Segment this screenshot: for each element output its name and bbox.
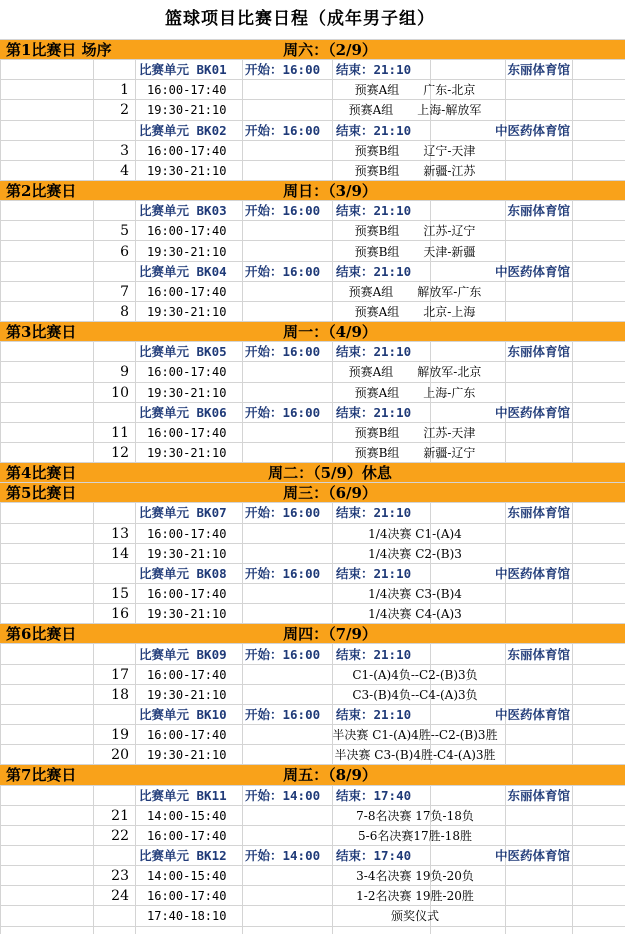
day-weekday: 周一：（4/9） [283,323,377,342]
page-title: 篮球项目比赛日程（成年男子组） [165,9,435,29]
match-time: 19:30-21:10 [147,748,227,763]
match-row [0,302,625,322]
day-header-row [0,181,625,201]
unit-start: 开始：16:00 [245,706,321,722]
match-number: 14 [111,545,129,562]
match-time: 16:00-17:40 [147,587,227,602]
match-description: 预赛B组 江苏-辽宁 [354,224,476,239]
unit-code: 比赛单元 BK07 [139,505,227,521]
match-number: 22 [111,827,129,844]
match-description: 预赛B组 江苏-天津 [354,425,476,440]
match-time: 16:00-17:40 [147,728,227,743]
day-weekday: 周五：（8/9） [283,766,377,785]
match-number: 4 [120,162,129,179]
match-number: 20 [111,747,129,764]
match-time: 19:30-21:10 [147,446,227,460]
match-row [0,161,625,181]
day-header-row [0,624,625,644]
unit-row [0,60,625,80]
unit-venue: 东丽体育馆 [507,203,570,219]
match-description: 预赛B组 辽宁-天津 [354,143,476,158]
unit-start: 开始：16:00 [245,505,321,521]
unit-end: 结束：21:10 [336,263,412,279]
unit-code: 比赛单元 BK08 [139,565,227,581]
match-row [0,443,625,463]
match-number: 15 [111,586,129,603]
title-row [0,0,625,40]
match-number: 8 [120,303,129,320]
unit-start: 开始：16:00 [245,565,321,581]
unit-end: 结束：17:40 [336,848,412,863]
match-description: 预赛B组 新疆-辽宁 [354,446,476,460]
match-number: 7 [120,283,129,300]
match-row [0,745,625,765]
match-time: 19:30-21:10 [147,103,227,118]
match-description: 预赛A组 上海-解放军 [348,103,482,118]
match-row [0,242,625,262]
match-description: 1-2名决赛 19胜-20胜 [356,889,474,904]
day-weekday: 周三：（6/9） [283,484,377,503]
unit-end: 结束：21:10 [336,344,412,360]
unit-row [0,786,625,806]
match-row [0,524,625,544]
match-number: 17 [111,666,129,683]
unit-code: 比赛单元 BK10 [139,706,227,722]
match-row [0,665,625,685]
match-time: 16:00-17:40 [147,83,227,98]
match-description: 1/4决赛 C1-(A)4 [368,526,462,541]
unit-end: 结束：21:10 [336,646,412,662]
match-row [0,544,625,564]
match-number: 1 [120,82,129,99]
unit-venue: 中医药体育馆 [494,263,570,279]
match-description: 预赛A组 解放军-广东 [348,284,482,299]
match-number: 10 [111,384,129,401]
match-description: 预赛A组 上海-广东 [354,385,476,400]
match-description: 颁奖仪式 [390,909,439,924]
unit-code: 比赛单元 BK03 [139,203,227,219]
unit-code: 比赛单元 BK04 [139,263,227,279]
unit-code: 比赛单元 BK05 [139,344,227,360]
unit-venue: 中医药体育馆 [494,706,570,722]
match-number: 21 [111,807,129,824]
match-description: 半决赛 C1-(A)4胜--C2-(B)3胜 [332,728,498,743]
unit-code: 比赛单元 BK11 [139,787,227,803]
unit-end: 结束：21:10 [336,565,412,581]
unit-row [0,503,625,523]
day-weekday: 周二：（5/9）休息 [268,464,392,483]
match-number: 16 [111,606,129,623]
match-row [0,282,625,302]
match-number: 12 [111,445,129,461]
match-row [0,604,625,624]
unit-end: 结束：21:10 [336,404,412,420]
match-row [0,221,625,241]
unit-venue: 东丽体育馆 [507,62,570,78]
unit-row [0,564,625,584]
match-number: 11 [111,424,129,441]
match-number: 13 [111,525,129,542]
match-description: 预赛A组 解放军-北京 [348,365,482,380]
unit-start: 开始：16:00 [245,62,321,78]
match-row [0,362,625,382]
match-number: 9 [120,364,129,381]
unit-row [0,262,625,282]
match-time: 16:00-17:40 [147,526,227,541]
unit-start: 开始：16:00 [245,263,321,279]
match-description: 预赛B组 天津-新疆 [354,244,476,259]
day-label: 第1比赛日 场序 [6,41,112,59]
match-description: 1/4决赛 C4-(A)3 [368,607,462,622]
match-time: 19:30-21:10 [147,304,227,319]
match-time: 19:30-21:10 [147,607,227,622]
unit-venue: 东丽体育馆 [507,646,570,662]
match-row [0,806,625,826]
match-row [0,80,625,100]
day-label: 第4比赛日 [6,464,77,483]
unit-venue: 中医药体育馆 [494,122,570,138]
unit-code: 比赛单元 BK12 [139,848,227,863]
unit-row [0,645,625,665]
unit-end: 结束：21:10 [336,122,412,138]
day-header-row [0,463,625,483]
match-row [0,866,625,886]
match-description: 7-8名决赛 17负-18负 [356,808,474,823]
day-header-row [0,40,625,60]
match-row [0,383,625,403]
unit-start: 开始：16:00 [245,344,321,360]
unit-start: 开始：16:00 [245,122,321,138]
match-row [0,584,625,604]
match-number: 18 [111,686,129,703]
unit-end: 结束：21:10 [336,203,412,219]
match-description: 预赛A组 北京-上海 [354,304,476,319]
unit-row [0,201,625,221]
unit-start: 开始：14:00 [245,787,321,803]
day-weekday: 周六：（2/9） [283,41,377,59]
match-number: 2 [120,102,129,119]
match-number: 6 [120,243,129,260]
day-label: 第3比赛日 [6,323,77,342]
unit-end: 结束：21:10 [336,706,412,722]
match-description: 1/4决赛 C2-(B)3 [368,546,462,561]
day-header-row [0,322,625,342]
unit-code: 比赛单元 BK01 [139,62,227,78]
match-row [0,886,625,906]
match-description: C1-(A)4负--C2-(B)3负 [352,667,478,682]
match-row [0,826,625,846]
match-time: 17:40-18:10 [147,909,227,924]
unit-start: 开始：16:00 [245,404,321,420]
unit-row [0,846,625,866]
unit-code: 比赛单元 BK09 [139,646,227,662]
unit-row [0,121,625,141]
match-time: 16:00-17:40 [147,365,227,380]
match-time: 16:00-17:40 [147,224,227,239]
match-row [0,685,625,705]
day-label: 第5比赛日 [6,484,77,503]
match-number: 24 [111,888,129,905]
day-weekday: 周四：（7/9） [283,625,377,644]
match-time: 16:00-17:40 [147,667,227,682]
unit-row [0,705,625,725]
match-time: 19:30-21:10 [147,244,227,259]
unit-end: 结束：21:10 [336,505,412,521]
day-label: 第7比赛日 [6,766,77,785]
unit-row [0,403,625,423]
unit-venue: 中医药体育馆 [494,404,570,420]
day-label: 第2比赛日 [6,182,77,201]
unit-end: 结束：17:40 [336,787,412,803]
match-description: C3-(B)4负--C4-(A)3负 [352,687,478,702]
match-time: 14:00-15:40 [147,808,227,823]
match-row [0,423,625,443]
match-time: 16:00-17:40 [147,143,227,158]
unit-venue: 东丽体育馆 [507,787,570,803]
match-time: 19:30-21:10 [147,385,227,400]
day-header-row [0,765,625,785]
match-description: 3-4名决赛 19负-20负 [356,869,474,884]
match-time: 14:00-15:40 [147,869,227,884]
day-header-row [0,483,625,503]
match-number: 5 [120,223,129,240]
unit-start: 开始：16:00 [245,646,321,662]
match-time: 16:00-17:40 [147,284,227,299]
unit-venue: 东丽体育馆 [507,505,570,521]
match-time: 19:30-21:10 [147,163,227,178]
unit-code: 比赛单元 BK02 [139,122,227,138]
match-time: 16:00-17:40 [147,889,227,904]
match-number: 19 [111,727,129,744]
unit-venue: 中医药体育馆 [494,565,570,581]
unit-start: 开始：16:00 [245,203,321,219]
unit-venue: 中医药体育馆 [494,848,570,863]
match-row [0,906,625,926]
unit-venue: 东丽体育馆 [507,344,570,360]
day-label: 第6比赛日 [6,625,77,644]
match-description: 预赛A组 广东-北京 [354,83,476,98]
unit-row [0,342,625,362]
unit-end: 结束：21:10 [336,62,412,78]
match-row [0,141,625,161]
match-time: 16:00-17:40 [147,828,227,843]
match-number: 3 [120,142,129,159]
match-row [0,725,625,745]
unit-code: 比赛单元 BK06 [139,404,227,420]
match-description: 5-6名决赛17胜-18胜 [358,828,472,843]
match-number: 23 [111,868,129,885]
match-time: 19:30-21:10 [147,687,227,702]
day-weekday: 周日：（3/9） [283,182,377,201]
match-row [0,100,625,120]
match-time: 19:30-21:10 [147,546,227,561]
match-time: 16:00-17:40 [147,425,227,440]
unit-start: 开始：14:00 [245,848,321,863]
match-description: 半决赛 C3-(B)4胜-C4-(A)3胜 [334,748,496,763]
match-description: 1/4决赛 C3-(B)4 [368,587,462,602]
match-description: 预赛B组 新疆-江苏 [354,163,476,178]
